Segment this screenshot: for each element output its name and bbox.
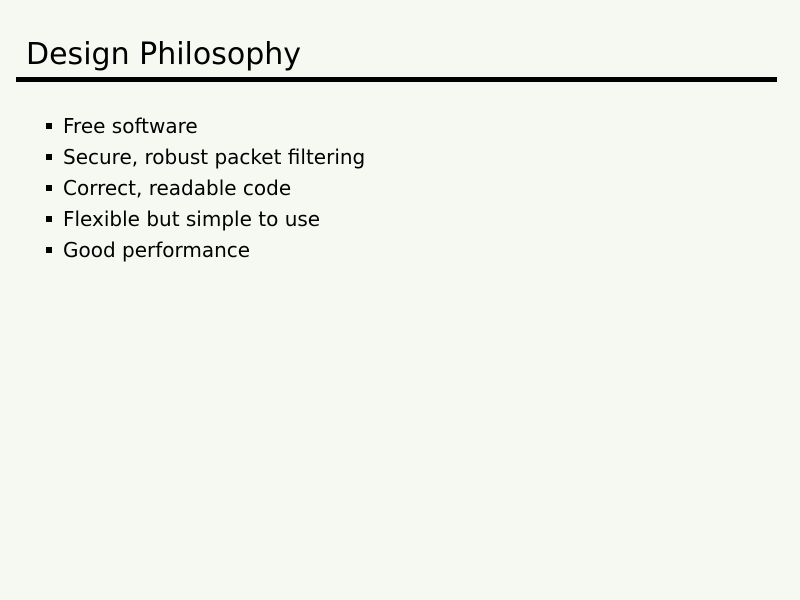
list-item: [46, 234, 365, 265]
list-item: [46, 110, 365, 141]
bullet-list: [46, 110, 365, 265]
list-item: [46, 172, 365, 203]
bullet-square-icon: [46, 216, 52, 222]
bullet-square-icon: [46, 123, 52, 129]
bullet-square-icon: [46, 154, 52, 160]
slide-title: Design Philosophy: [26, 37, 302, 72]
list-item-text: Good performance: [63, 237, 251, 262]
list-item: [46, 141, 365, 172]
list-item-text: Free software: [63, 113, 198, 138]
list-item: [46, 203, 365, 234]
list-item-text: Flexible but simple to use: [63, 206, 321, 231]
list-item-text: Correct, readable code: [63, 175, 292, 200]
list-item-text: Secure, robust packet filtering: [63, 144, 366, 169]
bullet-square-icon: [46, 185, 52, 191]
bullet-square-icon: [46, 247, 52, 253]
title-underline: [16, 77, 777, 82]
